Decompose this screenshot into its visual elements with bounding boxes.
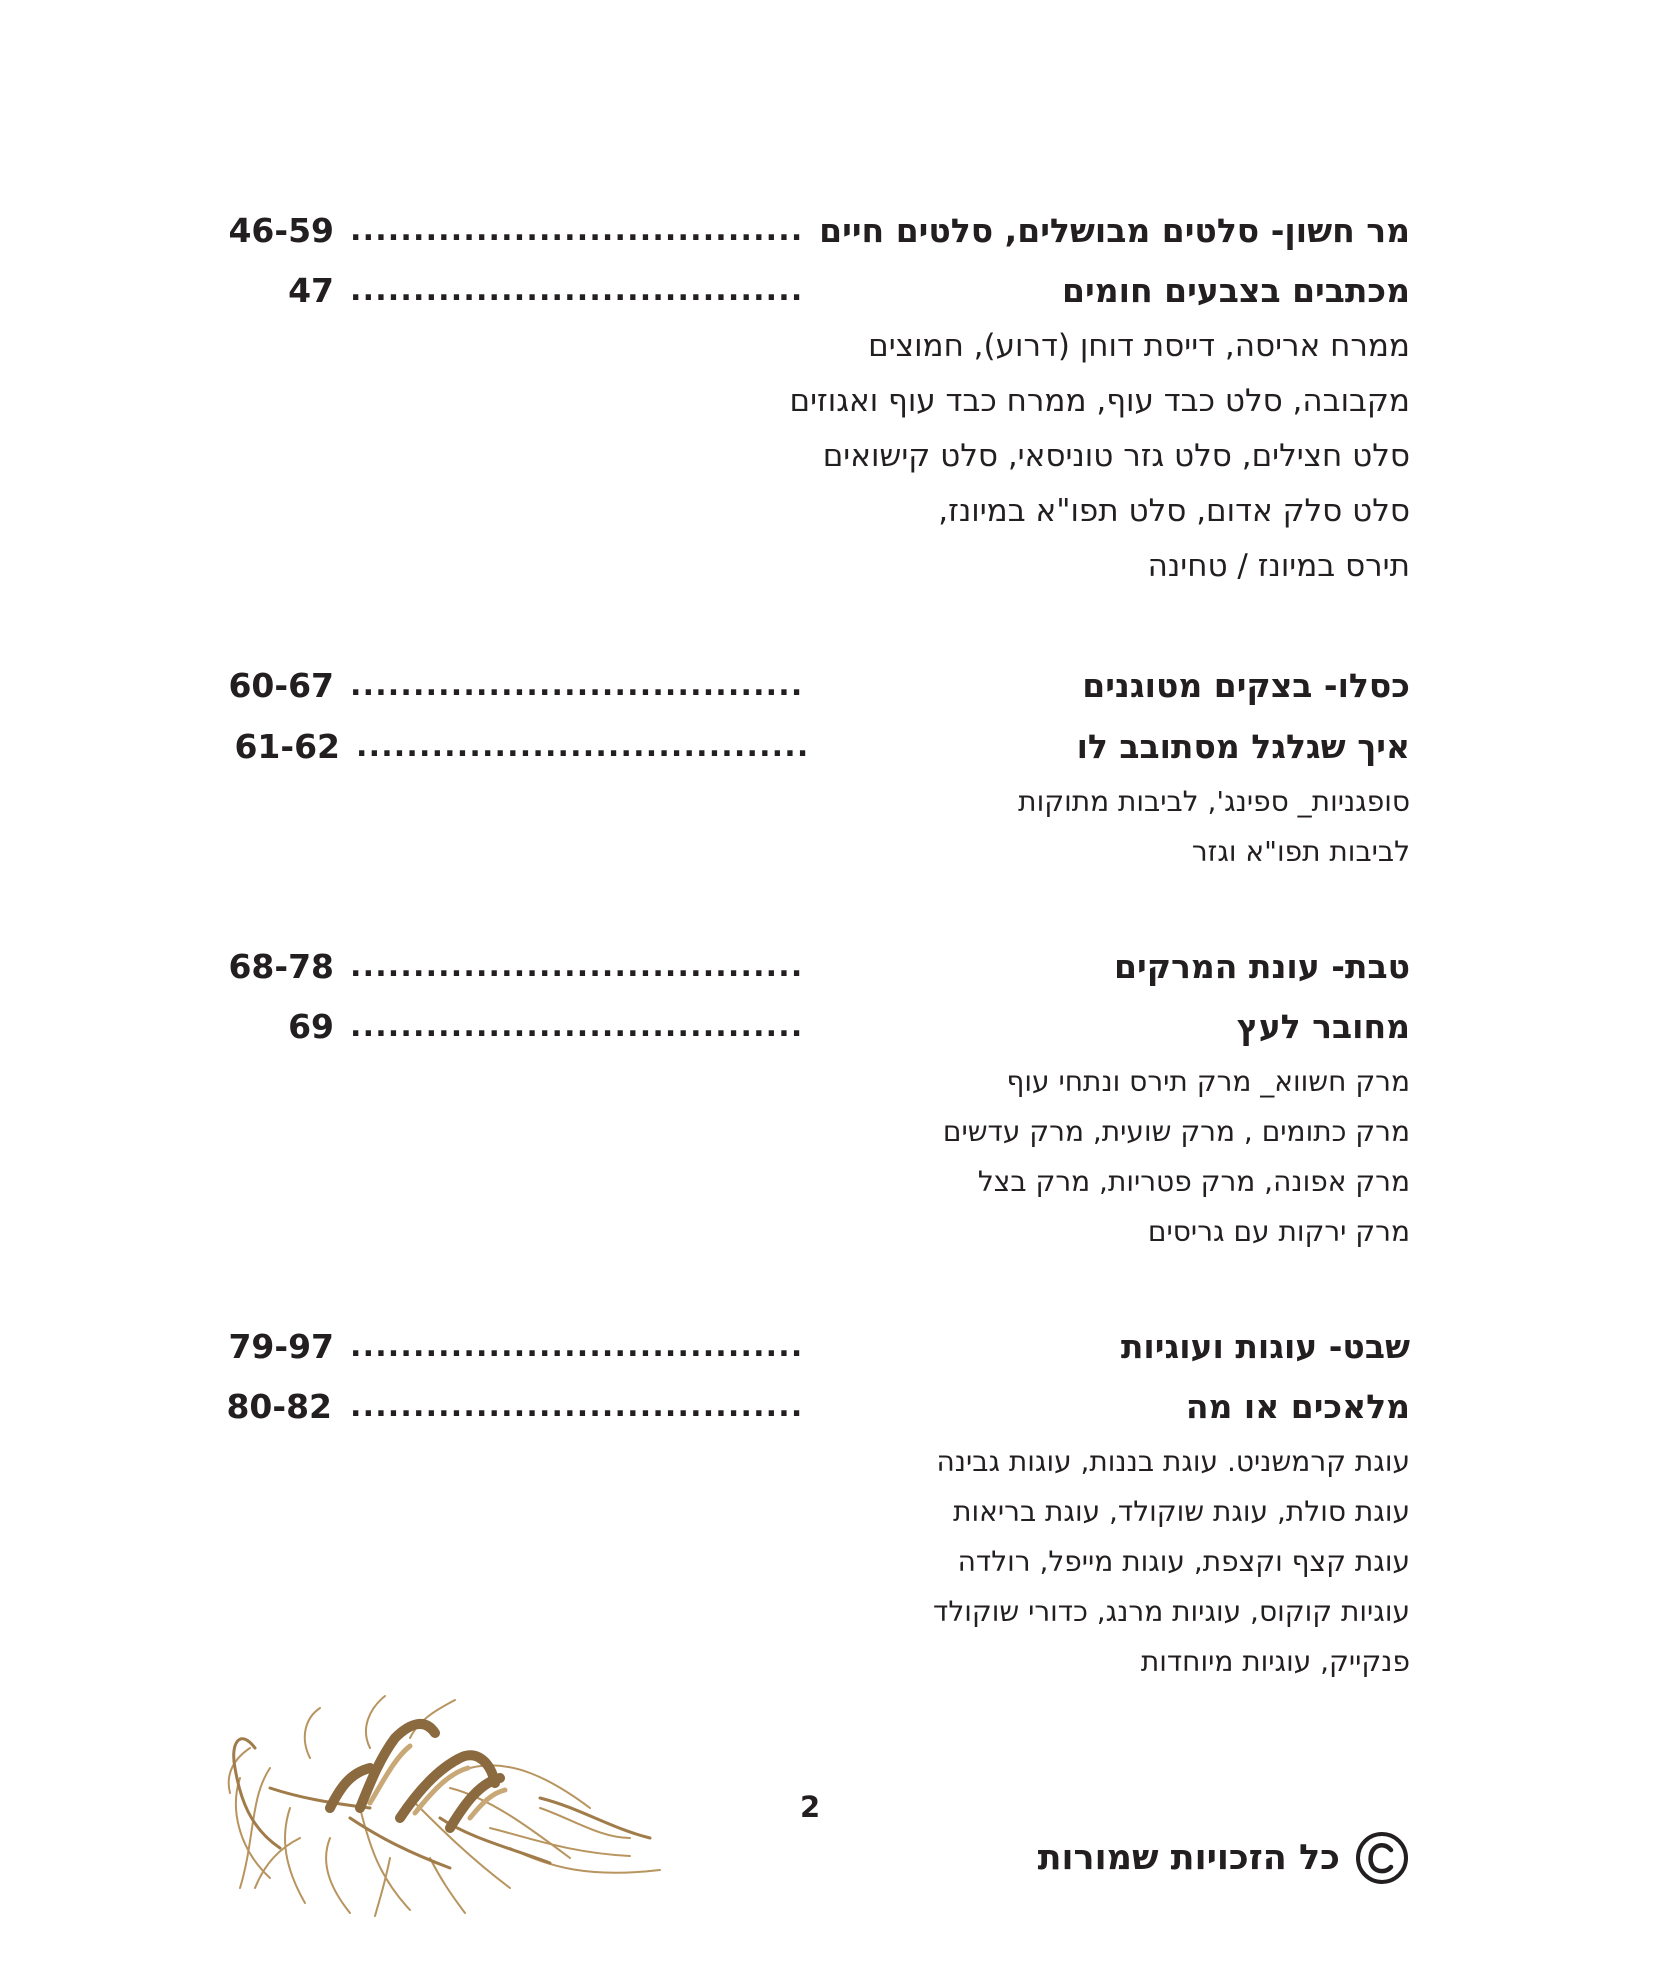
recipe-line: סלט סלק אדום, סלט תפו"א במיונז, — [938, 493, 1410, 529]
recipe-line: סלט חצילים, סלט גזר טוניסאי, סלט קישואים — [822, 438, 1410, 474]
copyright-footer — [1038, 1830, 1410, 1886]
section-title: כסלו- בצקים מטוגנים — [1082, 666, 1410, 705]
subsection-pages: 61-62 — [234, 727, 340, 766]
recipe-line: עוגיות קוקוס, עוגיות מרנג, כדורי שוקולד — [933, 1595, 1410, 1628]
recipe-line: עוגת קרמשניט. עוגת בננות, עוגות גבינה — [936, 1445, 1410, 1478]
toc-section-heading — [0, 1317, 1654, 1377]
page-number: 2 — [800, 1790, 821, 1824]
subsection-title: מחובר לעץ — [1236, 1007, 1410, 1046]
dried-root-image — [210, 1688, 680, 1918]
leader-dots: .................................... — [350, 1389, 804, 1424]
copyright-icon — [1354, 1830, 1410, 1886]
toc-section-heading — [0, 656, 1654, 716]
section-pages: 46-59 — [228, 211, 334, 250]
leader-dots: .................................... — [350, 213, 804, 248]
leader-dots: .................................... — [356, 729, 810, 764]
subsection-pages: 69 — [288, 1007, 334, 1046]
recipe-line: סופגניות_ ספינג', לביבות מתוקות — [1018, 785, 1410, 818]
section-pages: 60-67 — [228, 666, 334, 705]
recipe-line: עוגת סולת, עוגת שוקולד, עוגת בריאות — [953, 1495, 1410, 1528]
section-title: מר חשון- סלטים מבושלים, סלטים חיים — [819, 211, 1410, 250]
subsection-title: איך שגלגל מסתובב לו — [1076, 727, 1410, 766]
recipe-line: פנקייק, עוגיות מיוחדות — [1140, 1645, 1410, 1678]
leader-dots: .................................... — [350, 1009, 804, 1044]
subsection-pages: 47 — [288, 271, 334, 310]
toc-section-heading — [0, 937, 1654, 997]
recipe-line: מרק כתומים , מרק שועית, מרק עדשים — [942, 1115, 1410, 1148]
subsection-title: מכתבים בצבעים חומים — [1062, 271, 1410, 310]
copyright-text: כל הזכויות שמורות — [1037, 1838, 1340, 1878]
toc-subsection-heading — [0, 261, 1654, 321]
toc-subsection-heading — [0, 997, 1654, 1057]
toc-subsection-heading — [0, 1377, 1654, 1437]
recipe-line: מרק אפונה, מרק פטריות, מרק בצל — [977, 1165, 1410, 1198]
recipe-line: מרק חשווא_ מרק תירס ונתחי עוף — [1006, 1065, 1410, 1098]
subsection-title: מלאכים או מה — [1185, 1387, 1410, 1426]
leader-dots: .................................... — [350, 668, 804, 703]
recipe-line: תירס במיונז / טחינה — [1147, 548, 1410, 584]
recipe-line: מקבובה, סלט כבד עוף, ממרח כבד עוף ואגוזים — [789, 383, 1410, 419]
recipe-line: מרק ירקות עם גריסים — [1147, 1215, 1410, 1248]
section-pages: 68-78 — [228, 947, 334, 986]
subsection-pages: 80-82 — [226, 1387, 332, 1426]
leader-dots: .................................... — [350, 949, 804, 984]
recipe-line: עוגת קצף וקצפת, עוגות מייפל, רולדה — [957, 1545, 1410, 1578]
recipe-line: לביבות תפו"א וגזר — [1191, 835, 1410, 868]
section-title: טבת- עונת המרקים — [1114, 947, 1410, 986]
leader-dots: .................................... — [350, 1329, 804, 1364]
toc-subsection-heading — [0, 717, 1654, 777]
section-pages: 79-97 — [228, 1327, 334, 1366]
recipe-line: ממרח אריסה, דייסת דוחן (דרוע), חמוצים — [868, 328, 1410, 364]
leader-dots: .................................... — [350, 273, 804, 308]
section-title: שבט- עוגות ועוגיות — [1120, 1327, 1410, 1366]
toc-section-heading — [0, 201, 1654, 261]
